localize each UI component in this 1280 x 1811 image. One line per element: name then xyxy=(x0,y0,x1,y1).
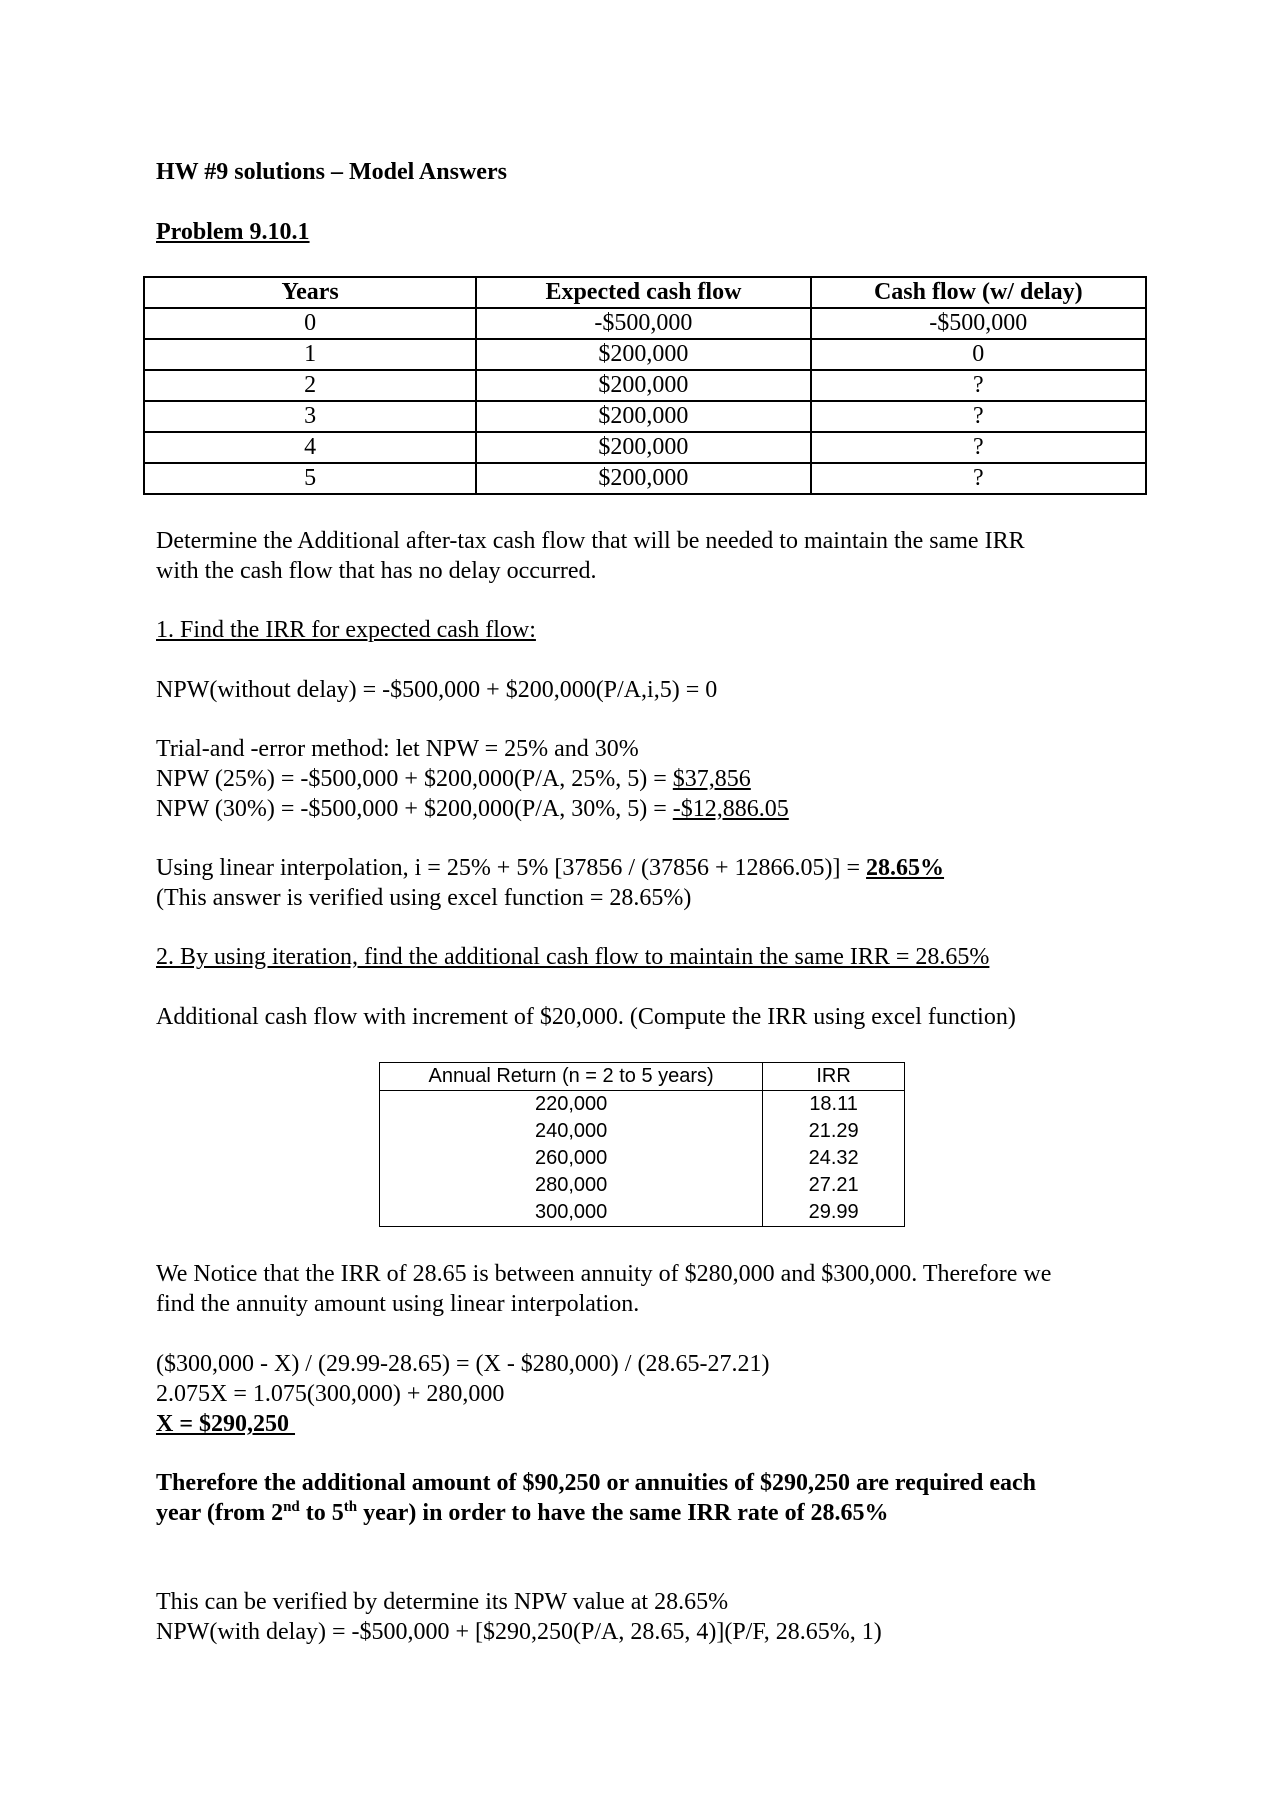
cell-expected: $200,000 xyxy=(476,339,810,370)
npw-25-line xyxy=(156,764,751,794)
cell-annual-return: 240,000 xyxy=(380,1118,763,1145)
interpolation-line xyxy=(156,853,944,883)
cell-expected: -$500,000 xyxy=(476,308,810,339)
col-header-irr: IRR xyxy=(763,1063,905,1091)
annual-return-irr-table xyxy=(379,1062,905,1227)
verification-line-1: This can be verified by determine its NPW value at 28.65% xyxy=(156,1589,729,1615)
verification-line-2: NPW(with delay) = -$500,000 + [$290,250(P/A, 28.65, 4)](P/F, 28.65%, 1) xyxy=(156,1619,882,1645)
cell-delay: -$500,000 xyxy=(811,308,1146,339)
step2-desc: Additional cash flow with increment of $20,000. (Compute the IRR using excel function) xyxy=(156,1004,1016,1030)
npw-30-prefix: NPW (30%) = -$500,000 + $200,000(P/A, 30%, 5) = xyxy=(156,796,673,822)
cell-delay: ? xyxy=(811,463,1146,494)
cell-year: 3 xyxy=(144,401,476,432)
conclusion-text-b: to 5 xyxy=(299,1500,344,1526)
cell-annual-return: 260,000 xyxy=(380,1145,763,1172)
cell-expected: $200,000 xyxy=(476,432,810,463)
cash-flow-table xyxy=(143,276,1147,495)
step1-heading: 1. Find the IRR for expected cash flow: xyxy=(156,617,536,643)
table-row xyxy=(380,1199,905,1227)
superscript-th: th xyxy=(343,1499,358,1515)
intro-line-2: with the cash flow that has no delay occurred. xyxy=(156,558,597,584)
cell-annual-return: 280,000 xyxy=(380,1172,763,1199)
npw-30-line xyxy=(156,794,789,824)
conclusion-text-c: year) in order to have the same IRR rate of 28.65% xyxy=(357,1500,889,1526)
cell-year: 1 xyxy=(144,339,476,370)
cell-irr: 27.21 xyxy=(763,1172,905,1199)
table-row xyxy=(380,1172,905,1199)
table-row xyxy=(380,1145,905,1172)
document-title: HW #9 solutions – Model Answers xyxy=(156,159,507,185)
table-row xyxy=(144,463,1146,494)
cell-delay: ? xyxy=(811,401,1146,432)
equation-1: ($300,000 - X) / (29.99-28.65) = (X - $280,000) / (28.65-27.21) xyxy=(156,1351,770,1377)
table-row xyxy=(144,401,1146,432)
cell-irr: 29.99 xyxy=(763,1199,905,1227)
problem-heading: Problem 9.10.1 xyxy=(156,219,310,245)
table-row xyxy=(144,308,1146,339)
col-header-expected: Expected cash flow xyxy=(476,277,810,308)
cell-annual-return: 300,000 xyxy=(380,1199,763,1227)
trial-method: Trial-and -error method: let NPW = 25% and 30% xyxy=(156,736,639,762)
cell-expected: $200,000 xyxy=(476,370,810,401)
cell-expected: $200,000 xyxy=(476,401,810,432)
conclusion-line-2 xyxy=(156,1498,889,1528)
npw-25-prefix: NPW (25%) = -$500,000 + $200,000(P/A, 25%, 5) = xyxy=(156,766,673,792)
notice-line-2: find the annuity amount using linear interpolation. xyxy=(156,1291,640,1317)
table-header-row xyxy=(380,1063,905,1091)
npw-equation: NPW(without delay) = -$500,000 + $200,000(P/A,i,5) = 0 xyxy=(156,677,718,703)
conclusion-text-a: year (from 2 xyxy=(156,1500,284,1526)
cell-irr: 24.32 xyxy=(763,1145,905,1172)
table-row xyxy=(144,432,1146,463)
cell-year: 5 xyxy=(144,463,476,494)
interp-prefix: Using linear interpolation, i = 25% + 5% [37856 / (37856 + 12866.05)] = xyxy=(156,855,867,881)
table-row xyxy=(144,370,1146,401)
table-row xyxy=(144,339,1146,370)
intro-line-1: Determine the Additional after-tax cash flow that will be needed to maintain the same IRR xyxy=(156,528,1025,554)
excel-verify: (This answer is verified using excel function = 28.65%) xyxy=(156,885,692,911)
step2-heading: 2. By using iteration, find the additional cash flow to maintain the same IRR = 28.65% xyxy=(156,944,990,970)
cell-delay: ? xyxy=(811,432,1146,463)
table-row xyxy=(380,1091,905,1119)
notice-line-1: We Notice that the IRR of 28.65 is between annuity of $280,000 and $300,000. Therefore we xyxy=(156,1261,1052,1287)
table-row xyxy=(380,1118,905,1145)
npw-30-value: -$12,886.05 xyxy=(672,796,789,822)
superscript-nd: nd xyxy=(283,1499,300,1515)
cell-delay: 0 xyxy=(811,339,1146,370)
equation-2: 2.075X = 1.075(300,000) + 280,000 xyxy=(156,1381,505,1407)
cell-irr: 18.11 xyxy=(763,1091,905,1119)
cell-year: 2 xyxy=(144,370,476,401)
col-header-delay: Cash flow (w/ delay) xyxy=(811,277,1146,308)
col-header-years: Years xyxy=(144,277,476,308)
cell-annual-return: 220,000 xyxy=(380,1091,763,1119)
table-header-row xyxy=(144,277,1146,308)
cell-year: 0 xyxy=(144,308,476,339)
conclusion-line-1: Therefore the additional amount of $90,250 or annuities of $290,250 are required each xyxy=(156,1470,1036,1496)
cell-irr: 21.29 xyxy=(763,1118,905,1145)
npw-25-value: $37,856 xyxy=(672,766,751,792)
cell-year: 4 xyxy=(144,432,476,463)
col-header-annual-return: Annual Return (n = 2 to 5 years) xyxy=(380,1063,763,1091)
cell-expected: $200,000 xyxy=(476,463,810,494)
cell-delay: ? xyxy=(811,370,1146,401)
equation-result: X = $290,250 xyxy=(156,1411,296,1437)
irr-result: 28.65% xyxy=(866,855,945,881)
